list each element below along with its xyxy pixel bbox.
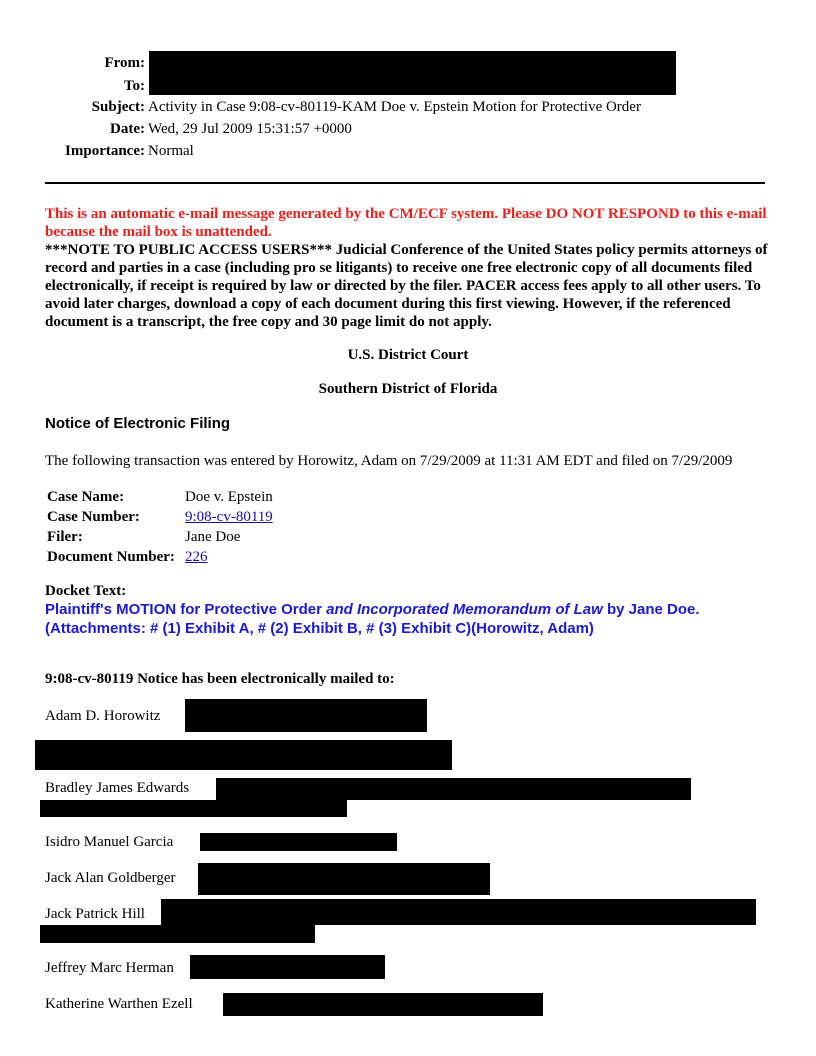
docket-text-part1: Plaintiff's MOTION for Protective Order xyxy=(45,601,327,618)
to-label: To: xyxy=(123,78,145,94)
recipient-name: Katherine Warthen Ezell xyxy=(45,996,193,1012)
document-number-link[interactable]: 226 xyxy=(185,549,208,565)
case-name-label: Case Name: xyxy=(47,489,125,505)
subject-label: Subject: xyxy=(91,99,145,115)
public-access-note: ***NOTE TO PUBLIC ACCESS USERS*** Judicial Conference of the United States policy permits attorneys of record and parties in a case (including pro se litigants) to receive one free electronic copy of all documents filed electronically, if receipt is required by law or directed by the filer. PACER access fees apply to all other users. To avoid later charges, download a copy of each document during this first viewing. However, if the referenced document is a transcript, the free copy and 30 page limit do not apply. xyxy=(45,242,768,330)
redaction-email xyxy=(200,833,397,851)
transaction-text: The following transaction was entered by Horowitz, Adam on 7/29/2009 at 11:31 AM EDT and filed on 7/29/2009 xyxy=(45,453,733,469)
redaction-email xyxy=(190,955,385,979)
date-value: Wed, 29 Jul 2009 15:31:57 +0000 xyxy=(148,121,352,137)
case-number-label: Case Number: xyxy=(47,509,140,525)
redaction-email xyxy=(161,899,756,925)
header-divider xyxy=(45,182,765,184)
case-name-value: Doe v. Epstein xyxy=(185,489,273,505)
document-number-cell xyxy=(185,547,208,567)
redaction-email xyxy=(35,740,452,770)
subject-value: Activity in Case 9:08-cv-80119-KAM Doe v. Epstein Motion for Protective Order xyxy=(148,99,641,115)
redaction-email xyxy=(185,699,427,732)
docket-text xyxy=(45,600,785,638)
redaction-from-to xyxy=(149,51,676,95)
document-number-label: Document Number: xyxy=(47,549,175,565)
redaction-email xyxy=(40,925,315,943)
recipient-name: Bradley James Edwards xyxy=(45,780,190,796)
recipient-name: Jeffrey Marc Herman xyxy=(45,960,174,976)
recipient-name: Adam D. Horowitz xyxy=(45,708,161,724)
recipient-name: Isidro Manuel Garcia xyxy=(45,834,174,850)
mailed-to-heading: 9:08-cv-80119 Notice has been electronically mailed to: xyxy=(45,671,395,687)
importance-label: Importance: xyxy=(65,143,145,159)
date-label: Date: xyxy=(110,121,145,137)
nef-title: Notice of Electronic Filing xyxy=(45,415,231,432)
docket-text-part3: by Jane Doe. (Attachments: # (1) Exhibit A, # (2) Exhibit B, # (3) Exhibit C)(Horowitz, Adam) xyxy=(45,601,700,637)
filer-label: Filer: xyxy=(47,529,83,545)
case-number-link[interactable]: 9:08-cv-80119 xyxy=(185,509,273,525)
redaction-email xyxy=(216,778,691,800)
court-name: U.S. District Court xyxy=(347,347,469,363)
case-number-cell xyxy=(185,507,273,527)
recipient-name: Jack Patrick Hill xyxy=(45,906,145,922)
redaction-email xyxy=(198,863,490,895)
court-district: Southern District of Florida xyxy=(318,381,498,397)
from-label: From: xyxy=(104,55,145,71)
filer-value: Jane Doe xyxy=(185,529,241,545)
docket-text-italic: and Incorporated Memorandum of Law xyxy=(326,601,603,618)
redaction-email xyxy=(223,993,543,1016)
recipient-name: Jack Alan Goldberger xyxy=(45,870,176,886)
redaction-email xyxy=(40,800,347,817)
docket-text-label: Docket Text: xyxy=(45,583,127,599)
importance-value: Normal xyxy=(148,143,194,159)
auto-message-warning: This is an automatic e-mail message generated by the CM/ECF system. Please DO NOT RESPOND to this e-mail because the mail box is unattended. xyxy=(45,206,767,240)
